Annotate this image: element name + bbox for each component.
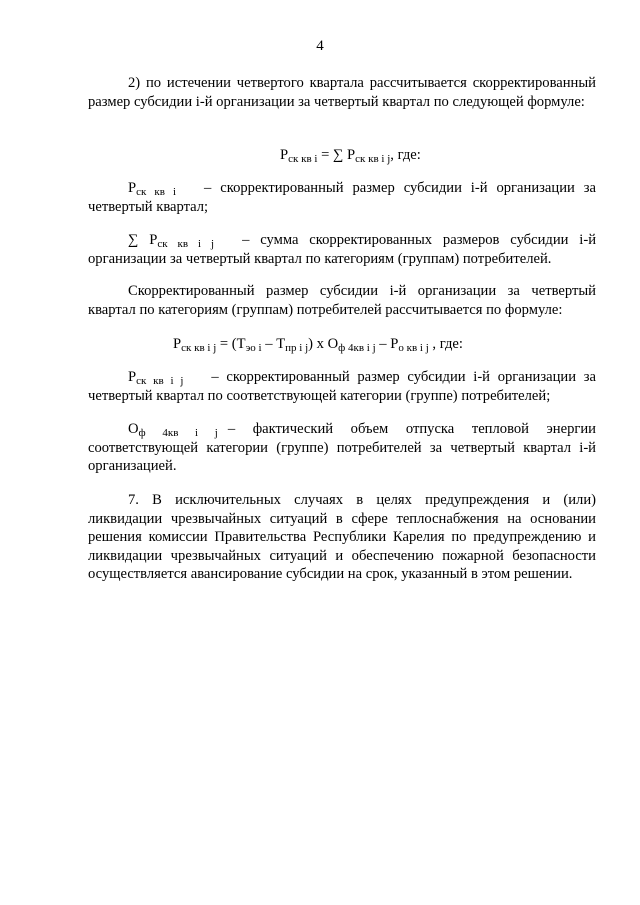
formula-2: $Р_{ск кв i j} = (Т_{эо i} - Т_{пр i j})$ х $О_{ф 4кв i j} - Р_{о кв i j}$ , где: bbox=[173, 336, 463, 354]
page-number: 4 bbox=[316, 38, 324, 54]
paragraph-calculation: Скорректированный размер субсидии i-й организации за четвертый квартал по категориям (группам) потребителей рассчитывается по формуле: bbox=[88, 283, 596, 318]
definition-1: $Р_{ск кв i}$ – скорректированный размер субсидии i-й организации за четвертый квартал; bbox=[88, 180, 596, 215]
paragraph-2: 2) по истечении четвертого квартала рассчитывается скорректированный размер субсидии i-й организации за четвертый квартал по следующей формуле: bbox=[88, 75, 596, 110]
paragraph-7: 7. В исключительных случаях в целях предупреждения и (или) ликвидации чрезвычайных ситуаций в сфере теплоснабжения на основании решения комиссии Правительства Республики Карелия по предупреждению и ликвидации чрезвычайных ситуаций и обеспечению пожарной безопасности осуществляется авансирование субсидии на срок, указанный в этом решении. bbox=[88, 492, 596, 582]
formula-1: $Р_{ск кв i}$ = ∑ $Р_{ск кв i j}$, где: bbox=[280, 147, 421, 165]
definition-2: ∑ $Р_{ск кв i j}$ – сумма скорректированных размеров субсидии i-й организации за четвертый квартал по категориям (группам) потребителей. bbox=[88, 232, 597, 267]
definition-3: $Р_{ск кв i j}$ – скорректированный размер субсидии i-й организации за четвертый квартал по соответствующей категории (группе) потребителей; bbox=[88, 369, 596, 404]
definition-4: $О_{ф 4кв i j}$ – фактический объем отпуска тепловой энергии соответствующей категории (группе) потребителей за четвертый квартал i-й организацией. bbox=[88, 421, 596, 474]
